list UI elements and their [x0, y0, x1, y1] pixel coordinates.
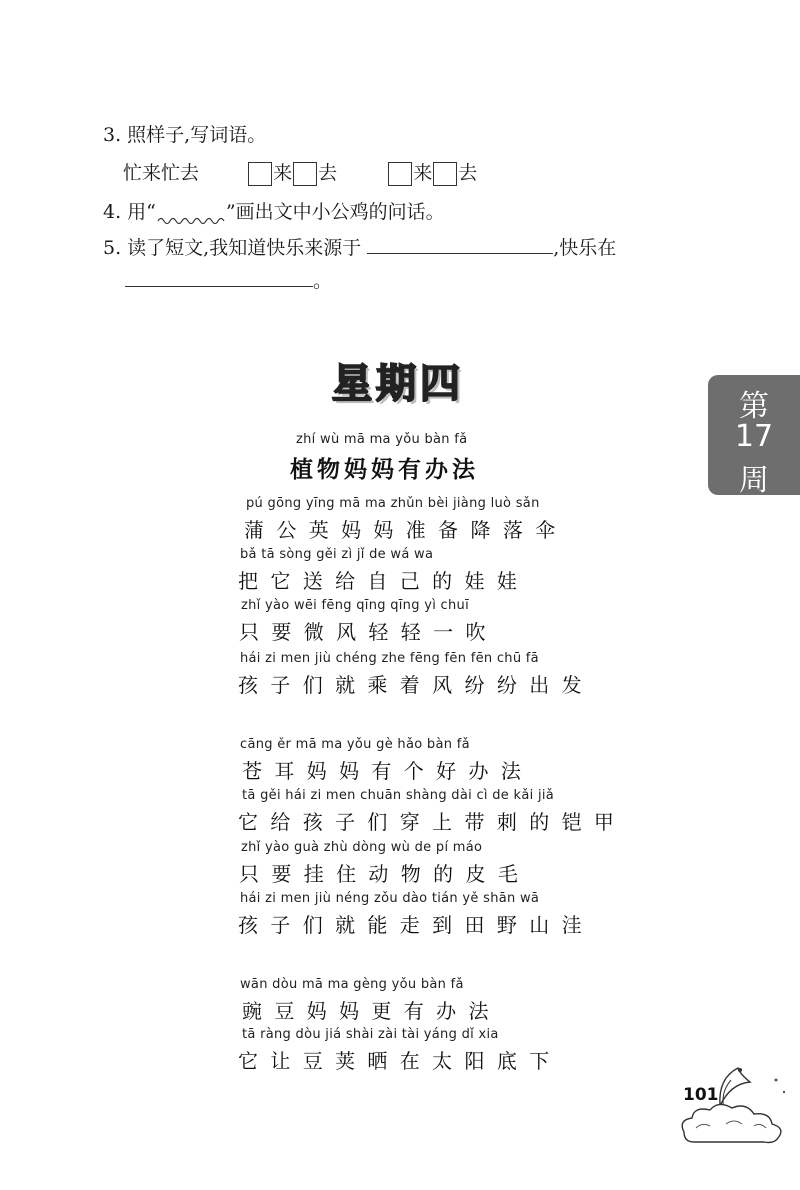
poem-line-1: 蒲 公 英 妈 妈 准 备 降 落 伞	[244, 518, 559, 542]
poem-line-5-pinyin: cāng ěr mā ma yǒu gè hǎo bàn fǎ	[240, 737, 470, 752]
poem-line-10: 它 让 豆 荚 晒 在 太 阳 底 下	[238, 1049, 553, 1073]
exercise-3-row	[123, 160, 477, 186]
poem-line-6-pinyin: tā gěi hái zi men chuān shàng dài cì de kǎi jiǎ	[242, 788, 555, 803]
poem-line-9: 豌 豆 妈 妈 更 有 办 法	[242, 999, 492, 1023]
poem-line-4-pinyin: hái zi men jiù chéng zhe fēng fēn fēn chū fā	[240, 651, 539, 666]
page-number: 101	[683, 1085, 719, 1105]
poem-line-3: 只 要 微 风 轻 轻 一 吹	[239, 620, 489, 644]
poem-line-2: 把 它 送 给 自 己 的 娃 娃	[238, 569, 520, 593]
answer-box-4[interactable]	[433, 162, 457, 186]
poem-line-2-pinyin: bǎ tā sòng gěi zì jǐ de wá wa	[240, 547, 434, 562]
poem-line-8: 孩 子 们 就 能 走 到 田 野 山 洼	[238, 913, 585, 937]
wavy-underline-icon	[156, 213, 226, 225]
answer-box-2[interactable]	[293, 162, 317, 186]
char-qu-1: 去	[318, 162, 338, 184]
week-tab-prefix: 第	[739, 389, 769, 424]
char-qu-2: 去	[458, 162, 478, 184]
poem-line-3-pinyin: zhǐ yào wēi fēng qīng qīng yì chuī	[241, 598, 469, 613]
poem-line-4: 孩 子 们 就 乘 着 风 纷 纷 出 发	[238, 673, 585, 697]
char-lai-2: 来	[413, 162, 433, 184]
week-tab-number: 17	[734, 419, 774, 454]
answer-box-3[interactable]	[388, 162, 412, 186]
day-title: 星期四	[332, 361, 464, 407]
poem-title-pinyin: zhí wù mā ma yǒu bàn fǎ	[296, 432, 468, 447]
week-tab-suffix: 周	[739, 463, 769, 498]
char-lai-1: 来	[273, 162, 293, 184]
poem-line-5: 苍 耳 妈 妈 有 个 好 办 法	[242, 759, 524, 783]
answer-blank-2[interactable]	[125, 266, 313, 287]
answer-box-1[interactable]	[248, 162, 272, 186]
poem-line-1-pinyin: pú gōng yīng mā ma zhǔn bèi jiàng luò sǎn	[246, 496, 540, 511]
poem-line-10-pinyin: tā ràng dòu jiá shài zài tài yáng dǐ xia	[242, 1027, 499, 1042]
exercise-3-prompt: 3. 照样子,写词语。	[103, 124, 267, 146]
moon-cloud-icon	[676, 1062, 796, 1152]
exercise-5-prompt: 5. 读了短文,我知道快乐来源于 ,快乐在	[103, 233, 616, 261]
poem-line-9-pinyin: wān dòu mā ma gèng yǒu bàn fǎ	[240, 977, 464, 992]
poem-line-6: 它 给 孩 子 们 穿 上 带 刺 的 铠 甲	[238, 810, 617, 834]
poem-line-7: 只 要 挂 住 动 物 的 皮 毛	[239, 862, 521, 886]
exercise-5-continued: 。	[125, 266, 332, 294]
example-word: 忙来忙去	[123, 162, 200, 184]
exercise-4-prompt: 4. 用“ ”画出文中小公鸡的问话。	[103, 201, 445, 223]
answer-blank-1[interactable]	[367, 233, 553, 254]
poem-line-8-pinyin: hái zi men jiù néng zǒu dào tián yě shān wā	[240, 891, 540, 906]
poem-title: 植物妈妈有办法	[290, 456, 479, 483]
week-tab	[708, 375, 800, 498]
poem-line-7-pinyin: zhǐ yào guà zhù dòng wù de pí máo	[241, 840, 483, 855]
